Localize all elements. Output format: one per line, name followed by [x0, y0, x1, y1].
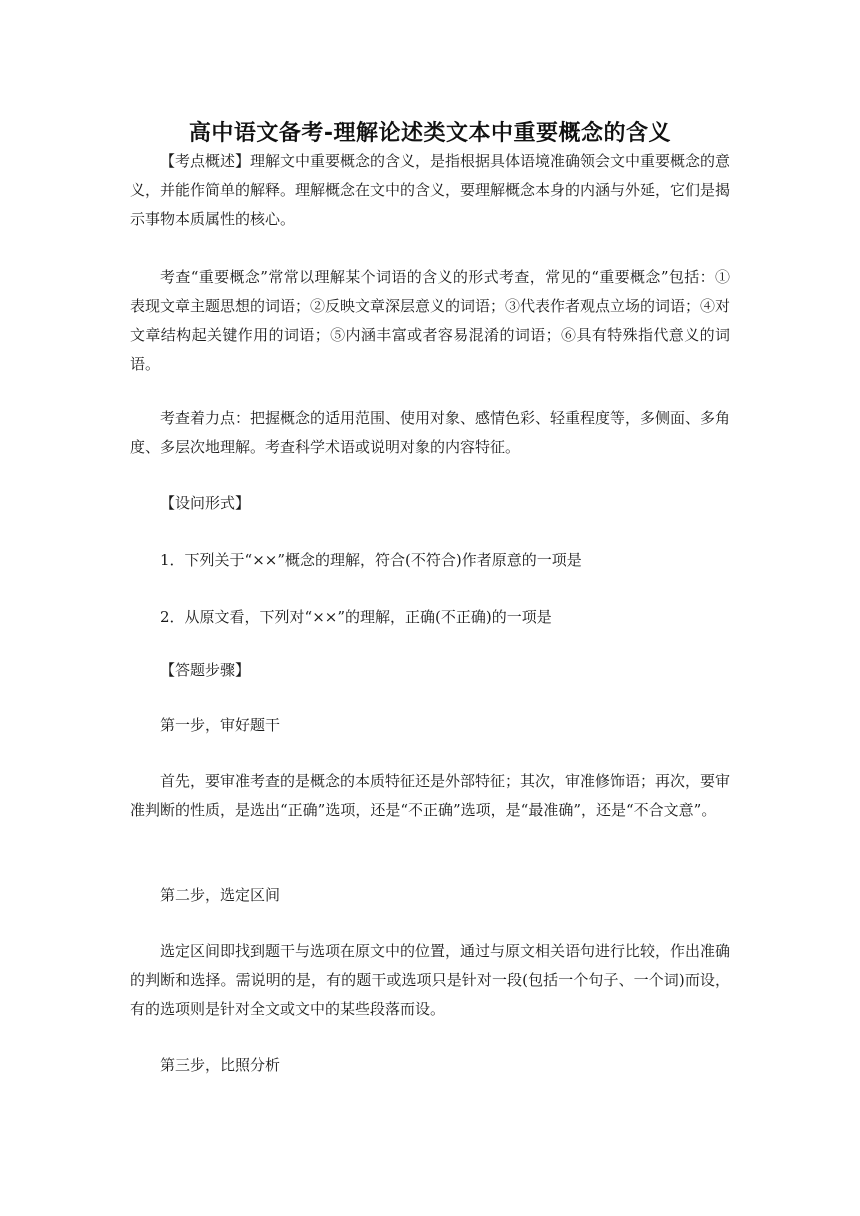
- document-title: 高中语文备考-理解论述类文本中重要概念的含义: [188, 120, 672, 146]
- overview-paragraph: 【考点概述】理解文中重要概念的含义，是指根据具体语境准确领会文中重要概念的意义，并能作简单的解释。理解概念在文中的含义，要理解概念本身的内涵与外延，它们是揭示事物本质属性的核心。: [130, 152, 731, 228]
- step-2-paragraph: 选定区间即找到题干与选项在原文中的位置，通过与原文相关语句进行比较，作出准确的判断和选择。需说明的是，有的题干或选项只是针对一段(包括一个句子、一个词)而设，有的选项则是针对全文或文中的某些段落而设。: [130, 942, 731, 1018]
- step-2-heading: 第二步，选定区间: [160, 886, 281, 904]
- step-1-heading: 第一步，审好题干: [160, 716, 281, 734]
- answer-steps-heading: 【答题步骤】: [160, 661, 251, 679]
- focus-points-paragraph: 考查着力点：把握概念的适用范围、使用对象、感情色彩、轻重程度等，多侧面、多角度、多层次地理解。考查科学术语或说明对象的内容特征。: [130, 409, 731, 456]
- question-form-item-1: 1．下列关于“××”概念的理解，符合(不符合)作者原意的一项是: [160, 551, 582, 569]
- question-form-heading: 【设问形式】: [160, 494, 251, 512]
- step-3-heading: 第三步，比照分析: [160, 1056, 281, 1074]
- key-concepts-paragraph: 考查“重要概念”常常以理解某个词语的含义的形式考查，常见的“重要概念”包括：①表现文章主题思想的词语；②反映文章深层意义的词语；③代表作者观点立场的词语；④对文章结构起关键作用的词语；⑤内涵丰富或者容易混淆的词语；⑥具有特殊指代意义的词语。: [130, 268, 731, 373]
- step-1-paragraph: 首先，要审准考查的是概念的本质特征还是外部特征；其次，审准修饰语；再次，要审准判断的性质，是选出“正确”选项，还是“不正确”选项，是“最准确”，还是“不合文意”。: [130, 772, 731, 819]
- question-form-item-2: 2．从原文看，下列对“××”的理解，正确(不正确)的一项是: [160, 608, 552, 626]
